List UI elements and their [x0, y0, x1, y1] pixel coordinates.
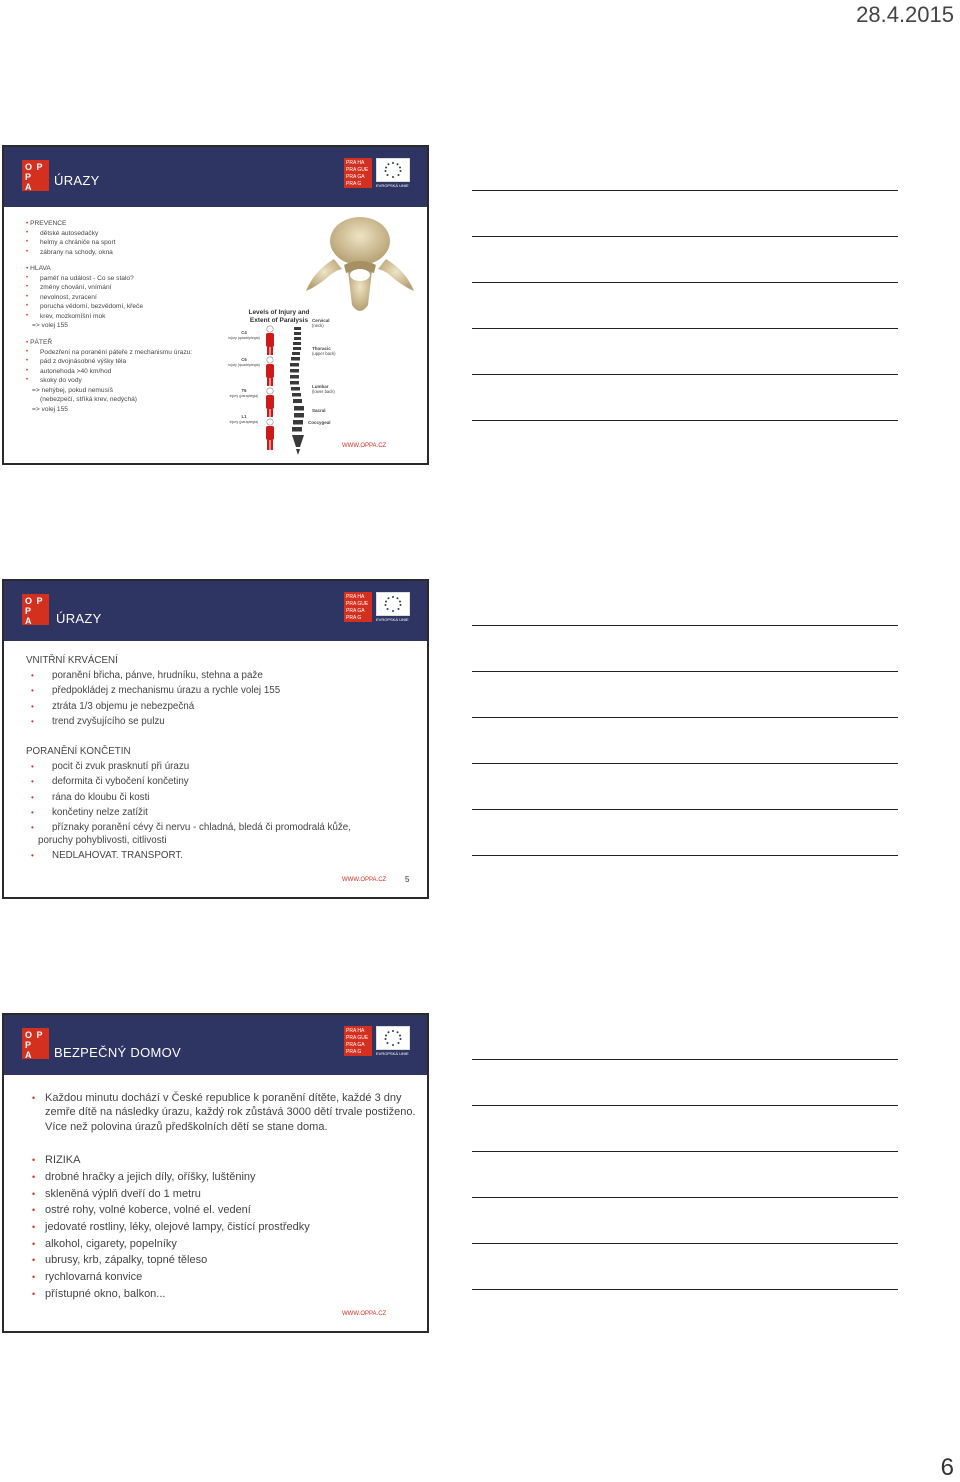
- document-date: 28.4.2015: [856, 2, 954, 27]
- region-label: Lumbar (lower back): [312, 384, 335, 394]
- oppa-logo: O P P A: [22, 160, 49, 191]
- list-item: • porucha vědomí, bezvědomí, křeče: [26, 302, 216, 312]
- level-label: L1 injury (paraplegia): [229, 414, 259, 424]
- slide-title: ÚRAZY: [54, 173, 100, 188]
- list-item: • deformita či vybočení končetiny: [26, 774, 421, 789]
- list-item: • skoky do vody: [26, 376, 216, 386]
- note-line: [472, 282, 898, 283]
- list-item: • autonehoda >40 km/hod: [26, 367, 216, 377]
- footer-url: WWW.OPPA.CZ: [342, 1311, 387, 1317]
- list-item: • drobné hračky a jejich díly, oříšky, luštěniny: [32, 1169, 416, 1186]
- slide-body: [26, 653, 421, 864]
- slide-page-number: 5: [405, 875, 410, 884]
- level-label: C6 injury (quadriplegia): [228, 357, 260, 367]
- list-item: • ostré rohy, volné koberce, volné el. vedení: [32, 1202, 416, 1219]
- list-item: => volej 155: [32, 405, 68, 413]
- note-line: [472, 328, 898, 329]
- eu-text: EVROPSKÁ UNIE: [376, 1051, 409, 1056]
- level-label: T6 injury (paraplegia): [229, 388, 259, 398]
- section-heading: VNITŘNÍ KRVÁCENÍ: [26, 655, 118, 666]
- list-item: => nehýbej, pokud nemusíš: [32, 386, 114, 394]
- oppa-logo: O P P A: [22, 1028, 49, 1059]
- slide-title: ÚRAZY: [56, 611, 102, 626]
- list-item: • dětské autosedačky: [26, 229, 216, 239]
- slide-title: BEZPEČNÝ DOMOV: [54, 1045, 181, 1060]
- slide-bezpecny-domov: [2, 1013, 429, 1333]
- list-item: • předpokládej z mechanismu úrazu a rychle volej 155: [26, 683, 421, 698]
- region-label: Thoracic (upper back): [312, 346, 336, 356]
- slide-urazy-1: [2, 145, 429, 465]
- list-item: • trend zvyšujícího se pulzu: [26, 714, 421, 729]
- note-line: [472, 1289, 898, 1290]
- intro-paragraph: • Každou minutu dochází v České republice k poranění dítěte, každé 3 dny zemře dítě na následky úrazu, každý rok zůstává 3000 dětí trvale postiženo. Více než polovina úrazů předškolních dětí se stane doma.: [32, 1091, 416, 1134]
- eu-flag-icon: [376, 592, 410, 616]
- list-item: • skleněná výplň dveří do 1 metru: [32, 1186, 416, 1203]
- list-item: (nebezpečí, stříká krev, nedýchá): [40, 396, 137, 404]
- section-heading: • HLAVA: [26, 264, 216, 274]
- eu-flag-icon: [376, 1026, 410, 1050]
- vertebra-image: [304, 213, 416, 319]
- eu-logo: [376, 1026, 410, 1060]
- list-item: • krev, mozkomíšní mok: [26, 312, 216, 322]
- eu-text: EVROPSKÁ UNIE: [376, 183, 409, 188]
- note-line: [472, 809, 898, 810]
- figure-title: Levels of Injury and Extent of Paralysis: [248, 309, 310, 324]
- slide-header: [4, 147, 427, 207]
- spacer: [26, 331, 216, 338]
- note-line: [472, 717, 898, 718]
- region-label: Coccygeal: [308, 420, 331, 425]
- list-item: => volej 155: [32, 322, 68, 330]
- list-item: • zábrany na schody, okna: [26, 248, 216, 258]
- praha-logo: PRA HA PRA GUE PRA GA PRA G: [344, 158, 372, 188]
- note-line: [472, 1059, 898, 1060]
- footer-url: WWW.OPPA.CZ: [342, 877, 387, 883]
- note-line: [472, 236, 898, 237]
- list-item: • Podezření na poranění páteře z mechanismu úrazu:: [26, 348, 216, 358]
- section-heading: • PÁTEŘ: [26, 338, 216, 348]
- spacer: [26, 257, 216, 264]
- praha-logo: PRA HA PRA GUE PRA GA PRA G: [344, 1026, 372, 1056]
- eu-flag-icon: [376, 158, 410, 182]
- note-line: [472, 374, 898, 375]
- list-item: • pád z dvojnásobné výšky těla: [26, 357, 216, 367]
- list-item: • ubrusy, krb, zápalky, topné těleso: [32, 1252, 416, 1269]
- list-item-continuation: poruchy pohyblivosti, citlivosti: [38, 835, 167, 847]
- region-label: Sacral: [312, 408, 326, 413]
- list-item: • RIZIKA: [32, 1152, 416, 1169]
- eu-logo: [376, 592, 410, 626]
- list-item: • pocit či zvuk prasknutí při úrazu: [26, 759, 421, 774]
- list-item: • přístupné okno, balkon...: [32, 1286, 416, 1303]
- slide-body: [32, 1091, 416, 1303]
- list-item: • helmy a chrániče na sport: [26, 238, 216, 248]
- page-number: 6: [940, 1454, 954, 1481]
- slide-body: [26, 219, 216, 414]
- praha-logo: PRA HA PRA GUE PRA GA PRA G: [344, 592, 372, 622]
- level-label: C4 injury (quadriplegia): [228, 330, 260, 340]
- list-item: • nevolnost, zvracení: [26, 293, 216, 303]
- note-line: [472, 190, 898, 191]
- list-item: • končetiny nelze zatížit: [26, 805, 421, 820]
- section-heading: • PREVENCE: [26, 219, 216, 229]
- note-line: [472, 1105, 898, 1106]
- note-line: [472, 855, 898, 856]
- slide-header: [4, 1015, 427, 1075]
- list-item: • rána do kloubu či kosti: [26, 790, 421, 805]
- note-line: [472, 420, 898, 421]
- list-item: • NEDLAHOVAT. TRANSPORT.: [26, 848, 421, 863]
- note-line: [472, 1197, 898, 1198]
- eu-text: EVROPSKÁ UNIE: [376, 617, 409, 622]
- footer-url: WWW.OPPA.CZ: [342, 443, 387, 449]
- note-line: [472, 1151, 898, 1152]
- list-item: • poranění břicha, pánve, hrudníku, stehna a paže: [26, 668, 421, 683]
- slide-urazy-2: [2, 579, 429, 899]
- body-figures: [260, 325, 280, 457]
- list-item: • paměť na událost - Co se stalo?: [26, 274, 216, 284]
- list-item: • ztráta 1/3 objemu je nebezpečná: [26, 699, 421, 714]
- slide-header: [4, 581, 427, 641]
- list-item: • alkohol, cigarety, popelníky: [32, 1236, 416, 1253]
- eu-logo: [376, 158, 410, 192]
- note-line: [472, 625, 898, 626]
- region-label: Cervical (neck): [312, 318, 330, 328]
- note-line: [472, 1243, 898, 1244]
- oppa-logo: O P P A: [22, 594, 49, 625]
- spinal-injury-figure: [230, 307, 420, 457]
- list-item: • jedovaté rostliny, léky, olejové lampy, čistící prostředky: [32, 1219, 416, 1236]
- list-item: • příznaky poranění cévy či nervu - chladná, bledá či promodralá kůže,: [26, 820, 421, 835]
- spine-column: [284, 325, 312, 457]
- list-item: • rychlovarná konvice: [32, 1269, 416, 1286]
- note-line: [472, 671, 898, 672]
- list-item: • změny chování, vnímání: [26, 283, 216, 293]
- note-line: [472, 763, 898, 764]
- section-heading: PORANĚNÍ KONČETIN: [26, 746, 131, 758]
